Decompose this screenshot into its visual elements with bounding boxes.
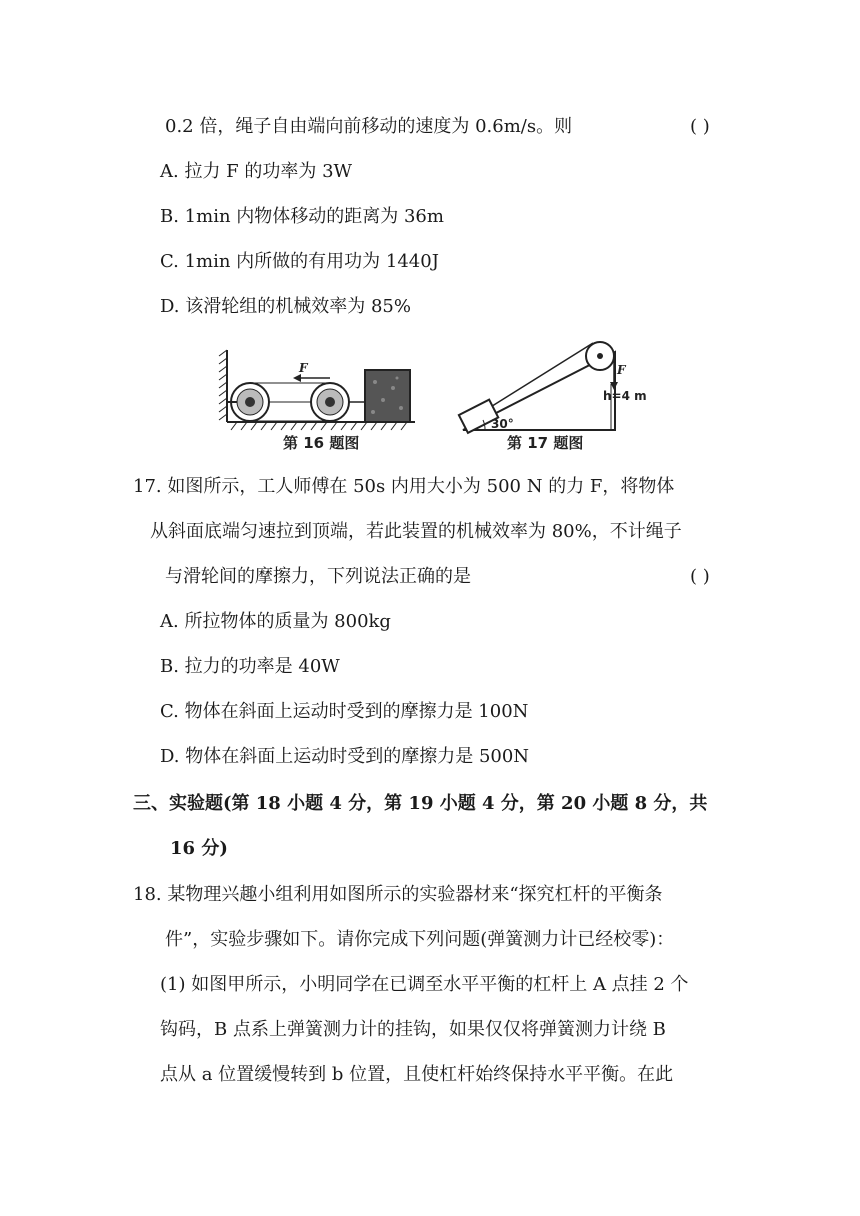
fig17-height-label: h=4 m — [603, 389, 647, 403]
q16-answer-paren: ( ) — [690, 116, 710, 137]
fig17-angle-label: 30° — [491, 417, 514, 431]
fig17-caption: 第 17 题图 — [507, 434, 584, 452]
q18-line2: 件”，实验步骤如下。请你完成下列问题(弹簧测力计已经校零)： — [165, 929, 675, 950]
q18-line1: 18. 某物理兴趣小组利用如图所示的实验器材来“探究杠杆的平衡条 — [133, 884, 663, 905]
q18-line5: 点从 a 位置缓慢转到 b 位置，且使杠杆始终保持水平平衡。在此 — [160, 1064, 674, 1085]
section3-heading-line1: 三、实验题(第 18 小题 4 分，第 19 小题 4 分，第 20 小题 8 分，共 — [133, 793, 708, 814]
q16-option-b: B. 1min 内物体移动的距离为 36m — [160, 206, 444, 227]
fig16-pulley-diagram — [215, 340, 425, 455]
section3-heading-line2: 16 分) — [170, 838, 228, 859]
fig16-caption: 第 16 题图 — [283, 434, 360, 452]
q16-option-a: A. 拉力 F 的功率为 3W — [160, 161, 353, 182]
q17-option-d: D. 物体在斜面上运动时受到的摩擦力是 500N — [160, 746, 530, 767]
q17-option-b: B. 拉力的功率是 40W — [160, 656, 340, 677]
q16-option-d: D. 该滑轮组的机械效率为 85% — [160, 296, 411, 317]
q17-line3: 与滑轮间的摩擦力，下列说法正确的是 — [165, 566, 471, 587]
q16-option-c: C. 1min 内所做的有用功为 1440J — [160, 251, 439, 272]
q16-continuation: 0.2 倍，绳子自由端向前移动的速度为 0.6m/s。则 — [165, 116, 573, 137]
q17-line2: 从斜面底端匀速拉到顶端，若此装置的机械效率为 80%，不计绳子 — [150, 521, 682, 542]
q18-line3: (1) 如图甲所示，小明同学在已调至水平平衡的杠杆上 A 点挂 2 个 — [160, 974, 689, 995]
q17-option-a: A. 所拉物体的质量为 800kg — [160, 611, 391, 632]
q18-line4: 钩码，B 点系上弹簧测力计的挂钩，如果仅仅将弹簧测力计绕 B — [160, 1019, 666, 1040]
fig16-force-label: F — [299, 361, 308, 375]
q17-line1: 17. 如图所示，工人师傅在 50s 内用大小为 500 N 的力 F，将物体 — [133, 476, 675, 497]
fig17-incline-diagram — [455, 338, 655, 455]
fig17-force-label: F — [617, 363, 626, 377]
q17-option-c: C. 物体在斜面上运动时受到的摩擦力是 100N — [160, 701, 529, 722]
q17-answer-paren: ( ) — [690, 566, 710, 587]
